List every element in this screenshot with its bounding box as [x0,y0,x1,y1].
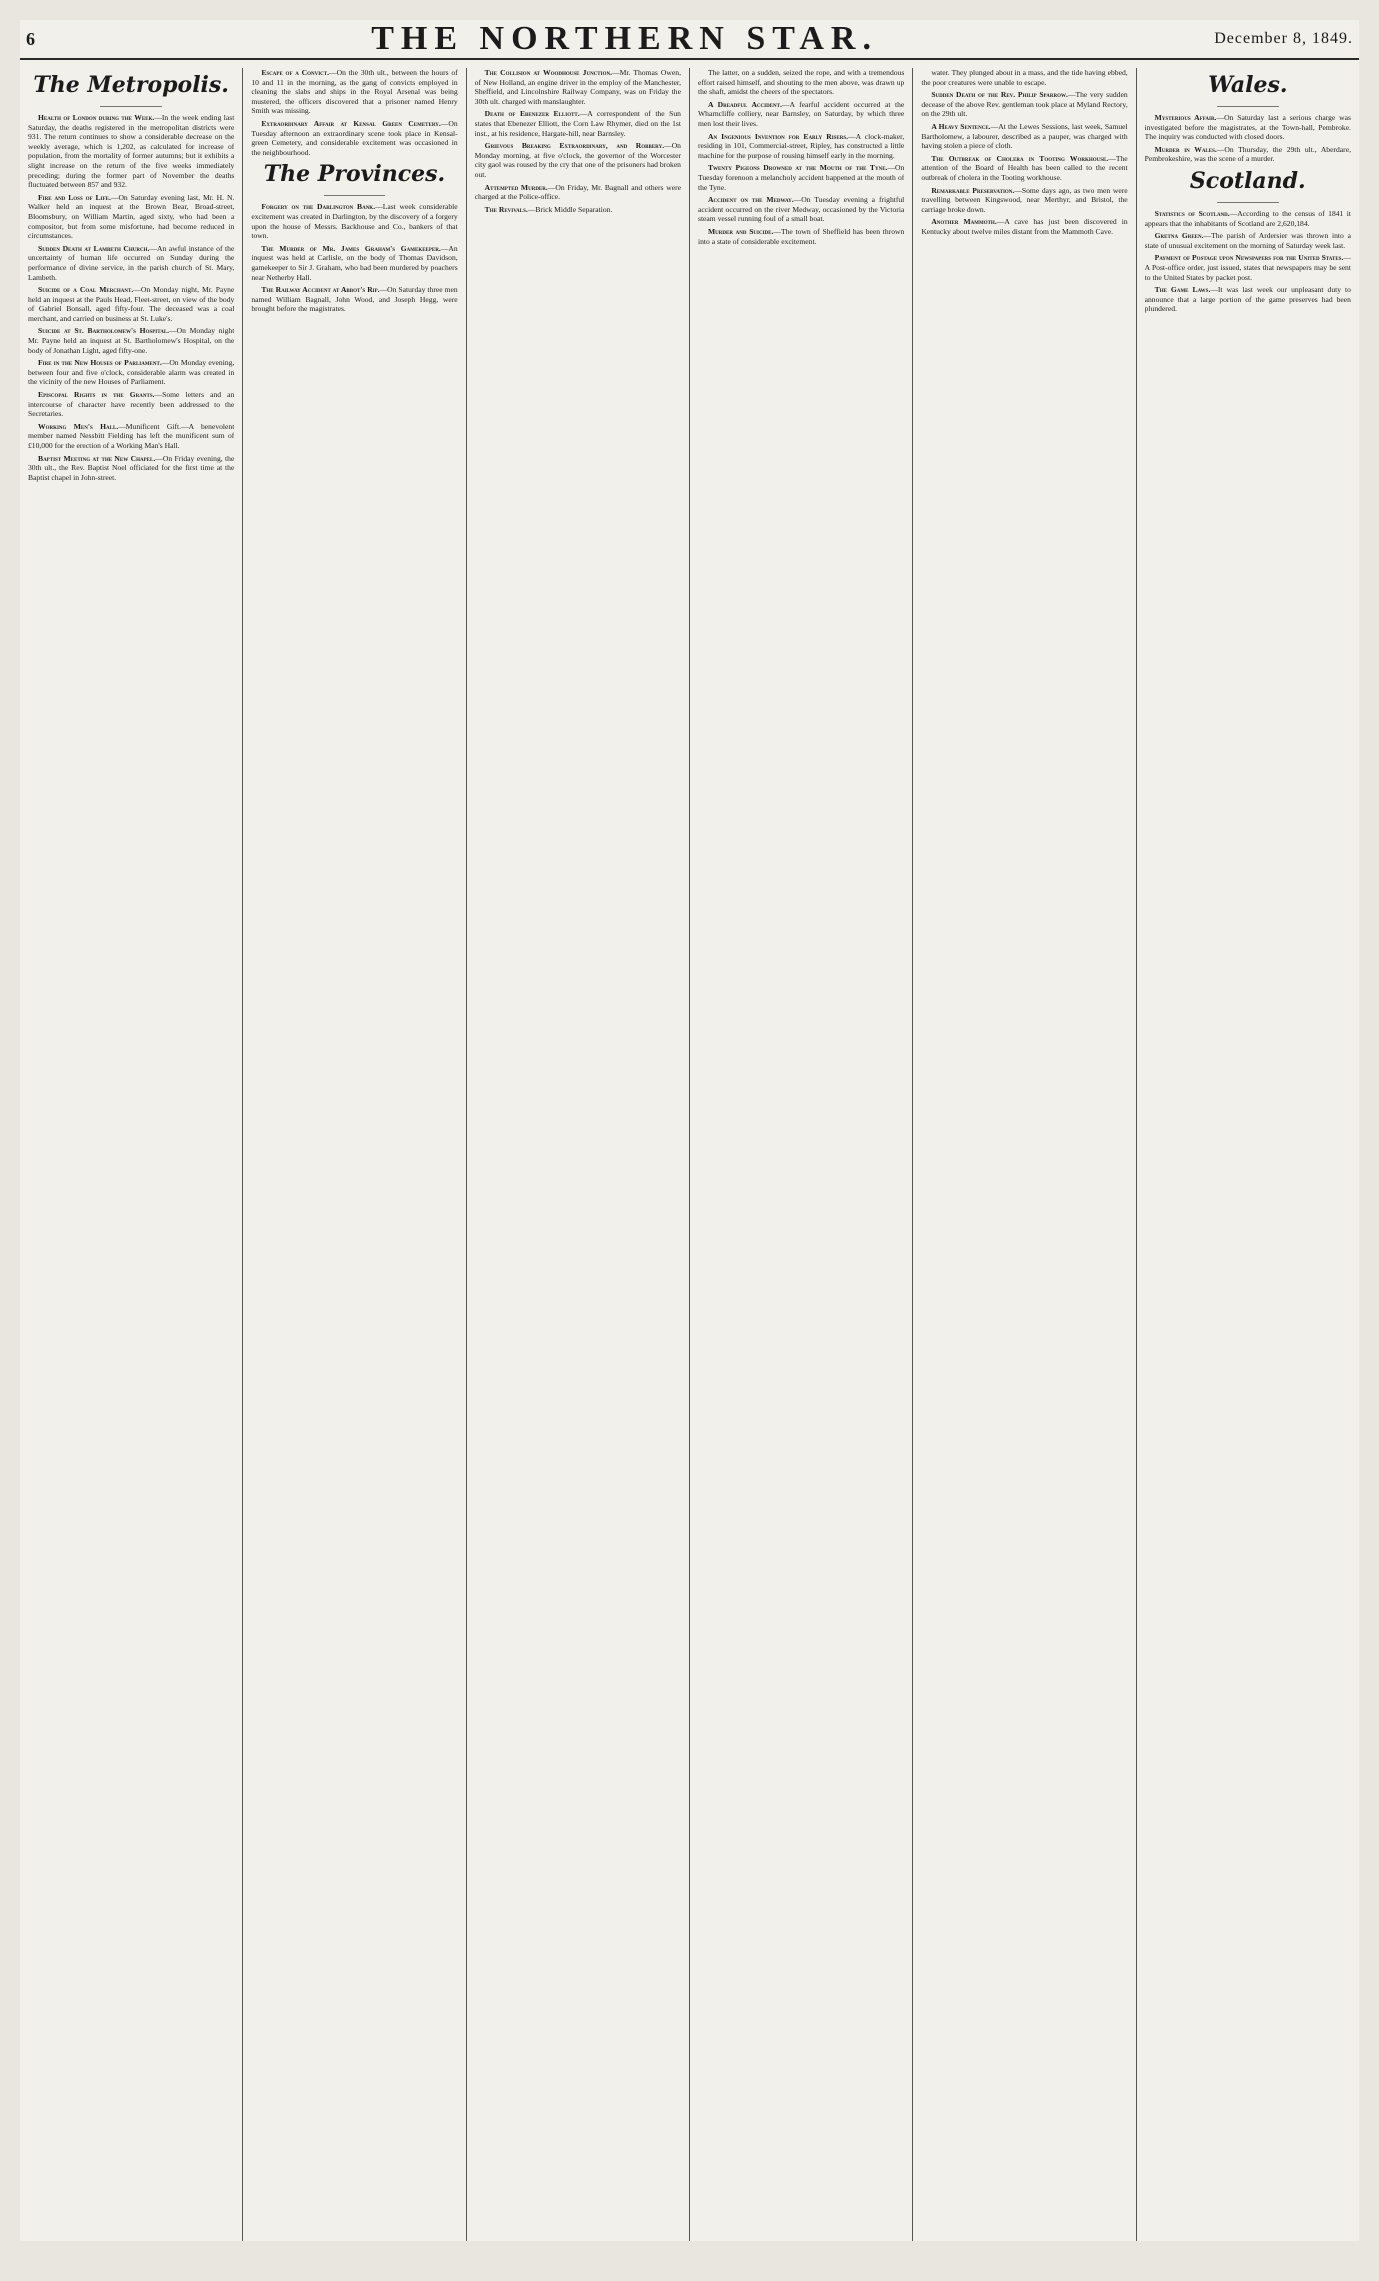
article-text: The latter, on a sudden, seized the rope, and with a tremendous effort raised himself, and shouting to the men above, was drawn up the shaft, amidst the cheers of the spectators. [697,68,905,97]
article-run-in-heading: Escape of a Convict. [261,68,330,77]
article-text: —A fearful accident occurred at the Wharncliffe colliery, near Barnsley, on Saturday, by which three men lost their lives. [697,99,905,128]
article-text: —In the week ending last Saturday, the deaths registered in the metropolitan districts were 931. The return continues to show a considerable decrease on the weekly average, which is 1,202, as calculated for increase of population, from the mortality of former autumns; but it exhibits a slight increase on the return of the five weeks immediately preceding; during the former part of November the deaths fluctuated between 857 and 932. [28,113,235,190]
article-run-in-heading: Suicide of a Coal Merchant. [38,285,134,295]
article-run-in-heading: The Game Laws. [1154,285,1211,295]
article-run-in-heading: Mysterious Affair. [1154,113,1217,122]
article-run-in-heading: Suicide at St. Bartholomew's Hospital. [38,326,170,336]
article-paragraph [251,68,457,116]
section-rule [1217,202,1279,203]
column-6 [1137,68,1359,2241]
article-text: —An inquest was held at Carlisle, on the body of Thomas Davidson, gamekeeper to Sir J. Graham, who had been murdered by poachers near Netherby Hall. [251,243,458,282]
article-run-in-heading: Extraordinary Affair at Kensal Green Cemetery. [261,118,441,128]
article-paragraph [28,454,234,483]
article-run-in-heading: The Outbreak of Cholera in Tooting Workhouse. [931,153,1109,163]
article-text: —An awful instance of the uncertainty of human life occurred on Sunday during the performance of divine service, in the parish church of St. Mary, Lambeth. [28,243,235,282]
article-text: —On Monday evening, between four and five o'clock, considerable alarm was created in the vicinity of the new Houses of Parliament. [28,358,235,387]
section-heading: Wales. [1208,72,1288,98]
article-paragraph [28,113,234,190]
column-1 [20,68,243,2241]
article-paragraph [28,244,234,282]
page-number: 6 [26,28,35,49]
article-run-in-heading: Remarkable Preservation. [931,185,1015,195]
article-text: —The town of Sheffield has been thrown into a state of considerable excitement. [697,226,905,246]
article-text: —On Monday night Mr. Payne held an inquest at St. Bartholomew's Hospital, on the body of Jonathan Light, aged fifty-one. [28,326,235,355]
article-text: —On Friday evening, the 30th ult., the Rev. Baptist Noel officiated for the first time at the Baptist chapel in John-street. [28,453,235,482]
article-text: —A correspondent of the Sun states that Ebenezer Elliott, the Corn Law Rhymer, died on the 1st inst., at his residence, Hargate-hill, near Barnsley. [474,109,681,138]
article-text: —On Tuesday afternoon an extraordinary scene took place in Kensal-green Cemetery, and considerable excitement was occasioned in the neighbourhood. [251,118,458,157]
article-run-in-heading: Accident on the Medway. [707,195,794,205]
article-paragraph [698,100,904,129]
article-paragraph [1145,253,1351,282]
article-run-in-heading: Twenty Pigeons Drowned at the Mouth of the Tyne. [707,163,888,173]
article-text: —On Saturday last a serious charge was investigated before the magistrates, at the Town-hall, Pembroke. The inquiry was conducted with closed doors. [1144,113,1351,142]
section-heading: Scotland. [1189,167,1306,194]
article-text: —On Saturday evening last, Mr. H. N. Walker held an inquest at the Brown Bear, Broad-street, Bloomsbury, on William Martin, aged sixty, who had been a compositor, but from some misfortune, had become reduced in circumstances. [28,192,235,241]
article-run-in-heading: Episcopal Rights in the Grants. [38,390,155,400]
article-text: —Last week considerable excitement was created in Darlington, by the discovery of a forgery upon the house of Messrs. Backhouse and Co., bankers of that town. [251,202,458,241]
section-rule [100,106,162,107]
article-text: —Some days ago, as two men were travelling between Kingswood, near Merthyr, and Bristol, the carriage broke down. [921,185,1128,214]
article-run-in-heading: Fire in the New Houses of Parliament. [38,358,162,368]
article-run-in-heading: The Collision at Woodhouse Junction. [484,68,612,77]
article-paragraph [251,119,457,157]
article-run-in-heading: Baptist Meeting at the New Chapel. [38,453,156,463]
article-paragraph [698,68,904,97]
article-run-in-heading: Sudden Death at Lambeth Church. [38,243,150,253]
article-paragraph [28,193,234,241]
article-paragraph [698,163,904,192]
article-paragraph [921,217,1127,236]
article-text: —The parish of Ardersier was thrown into a state of unusual excitement on the morning of Saturday week last. [1144,231,1351,250]
column-4 [690,68,913,2241]
article-paragraph [28,285,234,323]
article-paragraph [1145,231,1351,250]
article-text: —On Tuesday evening a frightful accident occurred on the river Medway, occasioned by the Victoria steam vessel running foul of a small boat. [697,195,905,224]
newspaper-page [20,20,1359,2241]
paper-title: THE NORTHERN STAR. [371,20,878,57]
article-run-in-heading: The Murder of Mr. James Graham's Gamekeeper. [261,243,441,253]
article-run-in-heading: Sudden Death of the Rev. Philip Sparrow. [931,90,1068,100]
masthead [20,20,1359,60]
article-text: —The attention of the Board of Health has been called to the recent outbreak of cholera in the Tooting workhouse. [921,153,1128,182]
article-paragraph [475,109,681,138]
article-paragraph [921,122,1127,151]
column-container [20,68,1359,2241]
article-paragraph [1145,285,1351,314]
article-paragraph [28,390,234,419]
article-paragraph [251,202,457,240]
article-paragraph [921,154,1127,183]
article-run-in-heading: Working Men's Hall. [38,421,119,431]
article-paragraph [921,186,1127,215]
article-text: —A clock-maker, residing in 101, Commercial-street, Ripley, has constructed a little machine for the purpose of rousing himself early in the morning. [697,131,905,160]
article-run-in-heading: Death of Ebenezer Elliott. [484,109,580,119]
article-text: —On Friday, Mr. Bagnall and others were charged at the Police-office. [474,182,681,202]
article-paragraph [698,195,904,224]
article-paragraph [28,358,234,387]
article-text: —On Thursday, the 29th ult., Aberdare, Pembrokeshire, was the scene of a murder. [1144,144,1351,164]
article-paragraph [475,205,681,215]
article-text: —On Monday night, Mr. Payne held an inquest at the Pauls Head, Fleet-street, on view of the body of Gabriel Bonsall, aged fifty-four. The deceased was a coal merchant, and carried on business at St. Luke's. [28,285,235,323]
article-text: —At the Lewes Sessions, last week, Samuel Bartholomew, a labourer, described as a pauper, was charged with having stolen a piece of cloth. [921,121,1128,151]
article-text: —The very sudden decease of the above Rev. gentleman took place at Myland Rectory, on the 29th ult. [921,90,1128,119]
article-paragraph [698,227,904,246]
article-text: —A cave has just been discovered in Kentucky about twelve miles distant from the Mammoth Cave. [921,217,1128,236]
article-run-in-heading: Murder in Wales. [1154,144,1217,154]
section-heading: The Provinces. [263,161,446,188]
article-run-in-heading: A Dreadful Accident. [707,99,782,109]
article-text: —On the 30th ult., between the hours of 10 and 11 in the morning, as the gang of convicts employed in cleaning the slabs and ships in the Royal Arsenal was being mustered, the officers discovered that a prisoner named Henry Smith was missing. [251,68,458,116]
article-paragraph [1145,145,1351,164]
article-text: —Mr. Thomas Owen, of New Holland, an engine driver in the employ of the Manchester, Sheffield, and Lincolnshire Railway Company, was on Friday the 30th ult. charged with manslaughter. [474,68,681,106]
article-text: —On Monday morning, at five o'clock, the governor of the Worcester city gaol was roused by the cry that one of the prisoners had broken out. [474,141,681,179]
article-text: —According to the census of 1841 it appears that the inhabitants of Scotland are 2,620,184. [1144,208,1351,228]
article-paragraph [475,183,681,202]
article-paragraph [475,141,681,179]
article-run-in-heading: Attempted Murder. [484,182,548,192]
article-run-in-heading: Murder and Suicide. [707,226,774,236]
article-paragraph [1145,113,1351,142]
article-paragraph [251,244,457,282]
article-run-in-heading: Health of London during the Week. [38,113,155,122]
article-text: —Some letters and an intercourse of character have recently been addressed to the Secretaries. [28,390,235,419]
column-5 [913,68,1136,2241]
article-run-in-heading: Statistics of Scotland. [1154,208,1230,218]
article-text: —It was last week our unpleasant duty to announce that a large portion of the game preserves had been plundered. [1144,285,1351,314]
article-run-in-heading: Payment of Postage upon Newspapers for the United States. [1154,253,1344,263]
article-run-in-heading: The Revivals. [484,204,528,214]
article-run-in-heading: A Heavy Sentence. [931,121,991,131]
article-paragraph [251,285,457,314]
article-run-in-heading: Fire and Loss of Life. [38,192,111,202]
article-text: —On Tuesday forenoon a melancholy accident happened at the mouth of the Tyne. [697,163,905,192]
article-run-in-heading: Forgery on the Darlington Bank. [261,202,376,212]
article-paragraph [921,90,1127,119]
article-paragraph [475,68,681,106]
article-paragraph [921,68,1127,87]
column-2 [243,68,466,2241]
article-paragraph [698,132,904,161]
article-run-in-heading: The Railway Accident at Abbot's Rip. [261,285,380,295]
article-text: —Munificent Gift.—A benevolent member named Nessbitt Fielding has left the munificent sum of £10,000 for the erection of a Working Man's Hall. [28,421,235,450]
article-text: —On Saturday three men named William Bagnall, John Wood, and Joseph Hegg, were brought before the magistrates. [251,285,458,314]
article-paragraph [1145,209,1351,228]
article-run-in-heading: Another Mammoth. [931,217,997,227]
article-run-in-heading: Grievous Breaking Extraordinary, and Robbery. [484,141,665,151]
issue-date: December 8, 1849. [1214,30,1353,47]
article-text: water. They plunged about in a mass, and the tide having ebbed, the poor creatures were unable to escape. [921,68,1128,87]
article-text: —Brick Middle Separation. [527,204,613,214]
article-paragraph [28,326,234,355]
section-rule [1217,106,1279,107]
article-text: —A Post-office order, just issued, states that newspapers may be sent to the United States by packet post. [1144,253,1351,282]
article-run-in-heading: Gretna Green. [1154,231,1204,241]
article-paragraph [28,422,234,451]
section-heading: The Metropolis. [33,72,229,98]
article-run-in-heading: An Ingenious Invention for Early Risers. [707,131,849,141]
column-3 [467,68,690,2241]
section-rule [324,195,386,196]
